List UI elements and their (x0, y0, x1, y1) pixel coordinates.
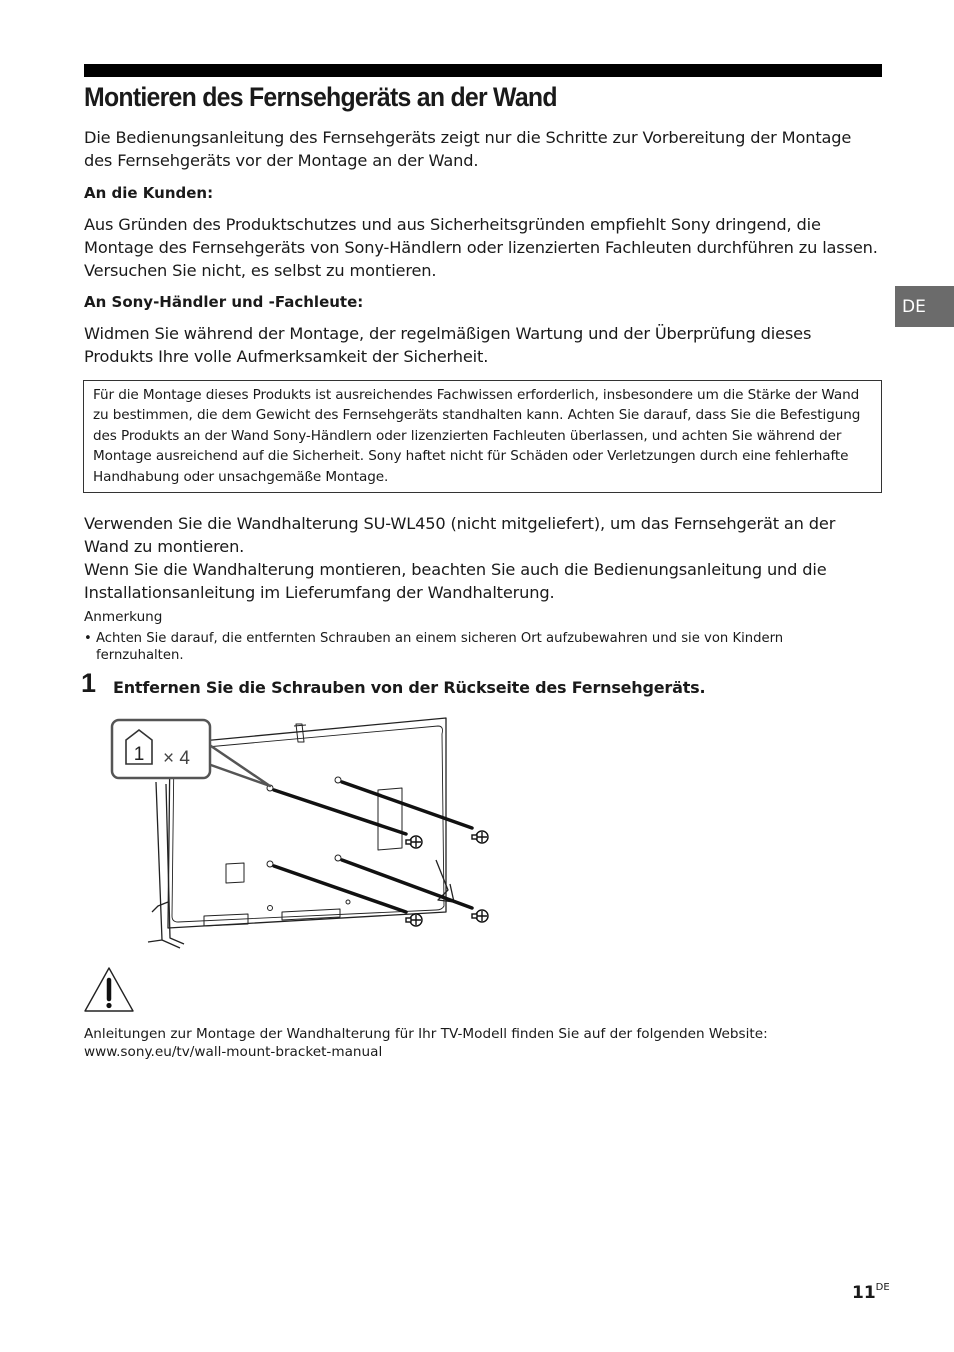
screw-icon (406, 914, 422, 926)
page-number-suffix: DE (875, 1282, 890, 1293)
footnote (84, 1025, 768, 1061)
note-item-text: Achten Sie darauf, die entfernten Schrauben an einem sicheren Ort aufzubewahren und sie von Kindern fernzuhalten. (96, 631, 784, 663)
tv-back-illustration (108, 712, 508, 952)
step-number: 1 (81, 668, 97, 698)
screw-quantity: × 4 (163, 748, 190, 769)
screw-icon (472, 910, 488, 922)
mounting-hole (267, 861, 273, 867)
bracket-paragraph-2: Wenn Sie die Wandhalterung montieren, beachten Sie auch die Bedienungsanleitung und die Installationsanleitung im Lieferumfang der Wandhalterung. (84, 560, 827, 602)
customers-paragraph: Aus Gründen des Produktschutzes und aus Sicherheitsgründen empfiehlt Sony dringend, die Montage des Fernsehgeräts von Sony-Händlern oder lizenzierten Fachleuten durchführen zu lassen. Versuchen Sie nicht, es selbst zu montieren. (84, 215, 878, 280)
warning-icon (83, 966, 135, 1014)
footnote-url[interactable]: www.sony.eu/tv/wall-mount-bracket-manual (84, 1044, 383, 1060)
page-number (852, 1282, 890, 1303)
dealers-paragraph: Widmen Sie während der Montage, der regelmäßigen Wartung und der Überprüfung dieses Produkts Ihre volle Aufmerksamkeit der Sicherheit. (84, 324, 812, 366)
footnote-text: Anleitungen zur Montage der Wandhalterung für Ihr TV-Modell finden Sie auf der folgenden Website: (84, 1026, 768, 1042)
bullet-icon: • (84, 631, 92, 646)
screw-type-label: 1 (133, 744, 145, 765)
mounting-hole (335, 777, 341, 783)
mounting-hole (335, 855, 341, 861)
note-heading: Anmerkung (84, 609, 163, 625)
note-item (84, 630, 844, 664)
screw-icon (406, 836, 422, 848)
page-title: Montieren des Fernsehgeräts an der Wand (84, 82, 557, 112)
customers-heading: An die Kunden: (84, 184, 214, 202)
title-rule (84, 64, 882, 77)
safety-notice-box: Für die Montage dieses Produkts ist ausreichendes Fachwissen erforderlich, insbesondere um die Stärke der Wand zu bestimmen, die dem Gewicht des Fernsehgeräts standhalten kann. Achten Sie darauf, dass Sie die Befestigung des Produkts an der Wand Sony-Händlern oder lizenzierten Fachleuten überlassen, und achten Sie während der Montage ausreichend auf die Sicherheit. Sony haftet nicht für Schäden oder Verletzungen durch eine fehlerhafte Handhabung oder unsachgemäße Montage. (83, 380, 882, 493)
tv-left-leg (148, 782, 184, 948)
dealers-heading: An Sony-Händler und -Fachleute: (84, 293, 364, 311)
page-number-value: 11 (852, 1283, 876, 1303)
bracket-paragraph: Verwenden Sie die Wandhalterung SU-WL450 (nicht mitgeliefert), um das Fernsehgerät an der Wand zu montieren. (84, 514, 836, 556)
intro-paragraph: Die Bedienungsanleitung des Fernsehgeräts zeigt nur die Schritte zur Vorbereitung der Montage des Fernsehgeräts vor der Montage an der Wand. (84, 128, 852, 170)
language-tab: DE (895, 286, 954, 327)
screw-icon (472, 831, 488, 843)
step-text: Entfernen Sie die Schrauben von der Rückseite des Fernsehgeräts. (113, 678, 706, 697)
